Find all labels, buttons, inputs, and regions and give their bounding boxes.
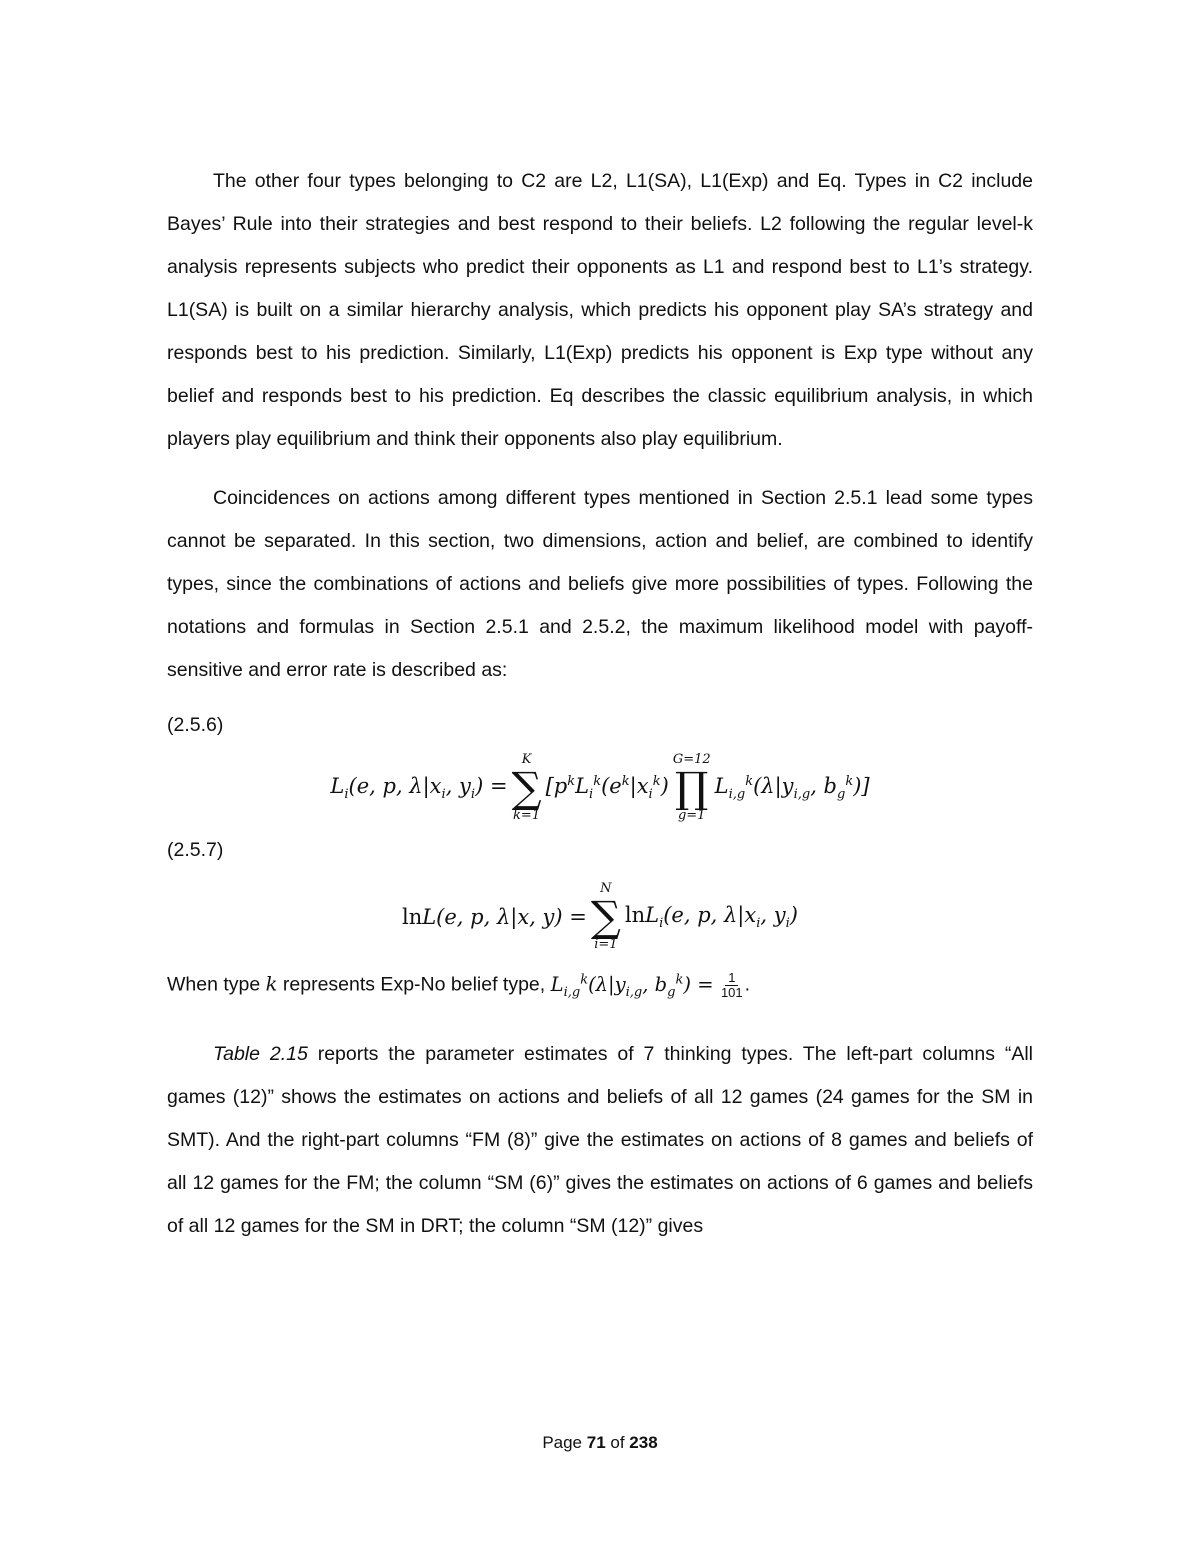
eq1-lhs: $L_i(e$, p, $\lambda|x_i$, $y_i$) = <box>330 773 508 803</box>
total-pages: 238 <box>629 1433 658 1452</box>
eq2-lhs: lnL(e, p, λ|x, y) = <box>401 905 587 929</box>
eq1-product-term: $L_{i,g}^k(\lambda|y_{i,g}$, $b_g^k$)] <box>714 773 870 803</box>
current-page-number: 71 <box>586 1433 606 1452</box>
paragraph-c2-types: The other four types belonging to C2 are L2, L1(SA), L1(Exp) and Eq. Types in C2 include Bayes’ Rule into their strategies and best respond to their beliefs. L2 following the regular level-k analysis represents subjects who predict their opponents as L1 and respond best to L1’s strategy. L1(SA) is built on a similar hierarchy analysis, which predicts his opponent play SA’s strategy and responds best to his prediction. Similarly, L1(Exp) predicts his opponent is Exp type without any belief and responds best to his prediction. Eq describes the classic equilibrium analysis, in which players play equilibrium and think their opponents also play equilibrium. <box>167 170 1033 450</box>
equation-label-2-5-6: (2.5.6) <box>167 714 224 736</box>
eq1-summand: [$p^kL_i^k(e^k|x_i^k)$ <box>545 773 669 803</box>
fraction-one-over-101: $\frac{1}{101}$ <box>720 969 743 1000</box>
table-reference: Table 2.15 <box>213 1043 308 1066</box>
product-symbol: G=12 ∏ g=1 <box>672 752 711 823</box>
page-footer: Page 71 of 238 <box>542 1433 658 1452</box>
exp-no-belief-line: When type k represents Exp-No belief type, $L_{i,g}^k(\lambda|y_{i,g}$, $b_g^k$) = $\frac{1}{101}$ . <box>167 969 751 1000</box>
equation-2-5-6 <box>167 747 1033 829</box>
summation-symbol: K ∑ k=1 <box>511 752 542 823</box>
paragraph-coincidences: Coincidences on actions among different types mentioned in Section 2.5.1 lead some types cannot be separated. In this section, two dimensions, action and belief, are combined to identify types, since the combinations of actions and beliefs give more possibilities of types. Following the notations and formulas in Section 2.5.1 and 2.5.2, the maximum likelihood model with payoff-sensitive and error rate is described as: <box>167 487 1033 681</box>
summation-symbol-2: N ∑ i=1 <box>590 881 621 952</box>
eq2-rhs: lnL$_i$(e, p, $\lambda|x_i$, $y_i$) <box>624 902 798 932</box>
page-body <box>167 160 1033 1248</box>
paragraph-table-2-15: Table 2.15 reports the parameter estimates of 7 thinking types. The left-part columns “All games (12)” shows the estimates on actions and beliefs of all 12 games (24 games for the SM in SMT). And the right-part columns “FM (8)” give the estimates on actions of 8 games and beliefs of all 12 games for the FM; the column “SM (6)” gives the estimates on actions of 6 games and beliefs of all 12 games for the SM in DRT; the column “SM (12)” gives <box>167 1043 1034 1238</box>
equation-2-5-7 <box>167 872 1033 962</box>
equation-label-2-5-7: (2.5.7) <box>167 839 224 861</box>
